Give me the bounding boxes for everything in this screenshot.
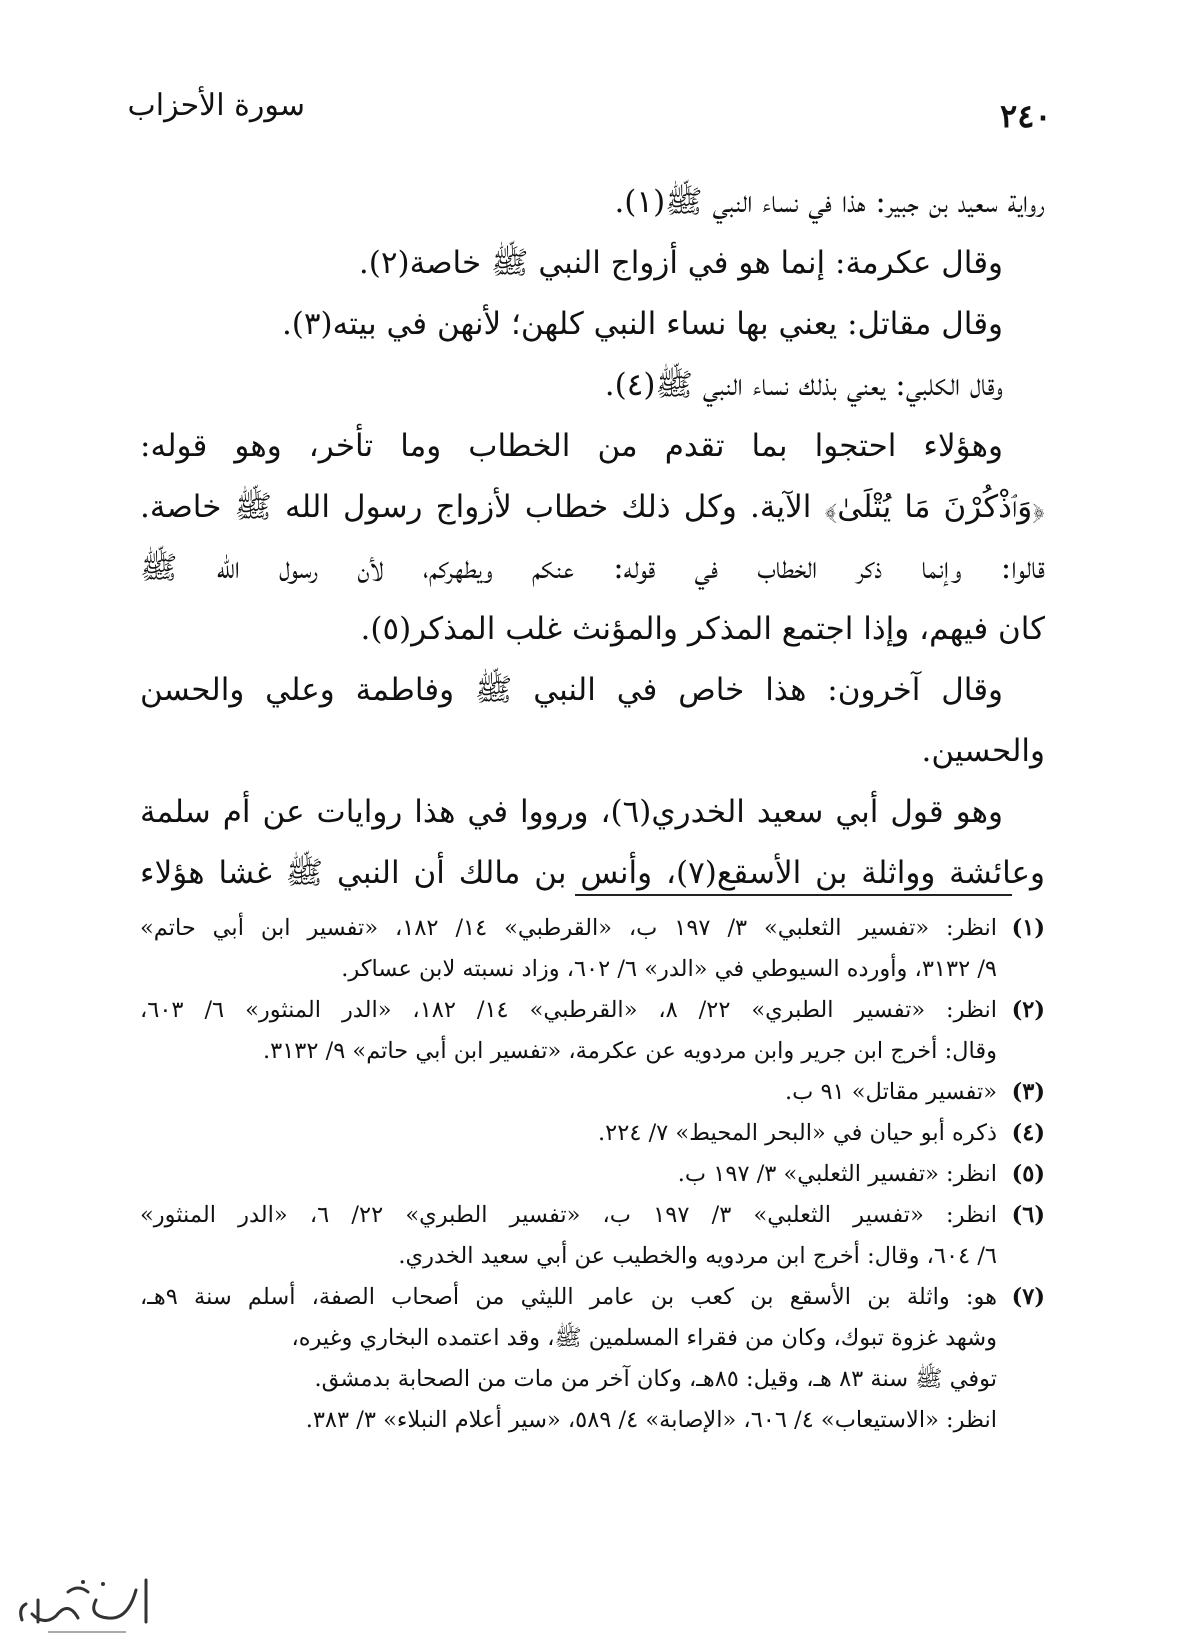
footnote-number: (٤) [1011,1120,1045,1146]
footnote-number: (٦) [1011,1202,1045,1228]
footnote-number: (٢) [1011,997,1045,1023]
footnote-line [140,1277,1045,1318]
footnote-text: ٩/ ٣١٣٢، وأورده السيوطي في «الدر» ٦/ ٦٠٢، وزاد نسبته لابن عساكر. [341,956,997,982]
main-text [140,172,1045,904]
footnote-line [140,1072,1045,1113]
text-line: وهؤلاء احتجوا بما تقدم من الخطاب وما تأخر، وهو قوله: [140,428,1003,464]
text-line: وقال الكلبي: يعني بذلك نساء النبي ﷺ(٤). [604,367,1003,403]
footnote-text: توفي ﷺ سنة ٨٣ هـ، وقيل: ٨٥هـ، وكان آخر من مات من الصحابة بدمشق. [314,1366,997,1392]
footnote-text: انظر: «تفسير الطبري» ٢٢/ ٨، «القرطبي» ١٤/ ١٨٢، «الدر المنثور» ٦/ ٦٠٣، [140,997,998,1023]
footnote-line [140,1154,1045,1195]
publisher-logo-icon [8,1570,158,1640]
footnote-number: (١) [1011,915,1045,941]
footnote-line [140,1318,1045,1359]
footnote-text: انظر: «تفسير الثعلبي» ٣/ ١٩٧ ب. [677,1161,997,1187]
text-line: وقال آخرون: هذا خاص في النبي ﷺ وفاطمة وعلي والحسن [140,672,1003,708]
footnote-text: ذكره أبو حيان في «البحر المحيط» ٧/ ٢٢٤. [598,1120,997,1146]
text-line: وهو قول أبي سعيد الخدري(٦)، ورووا في هذا روايات عن أم سلمة [140,794,1003,830]
footnote-line [140,908,1045,949]
running-header-title: سورة الأحزاب [127,88,305,123]
footnote-text: «تفسير مقاتل» ٩١ ب. [784,1079,997,1105]
footnote-divider [575,894,1012,896]
footnote-text: ٦/ ٦٠٤، وقال: أخرج ابن مردويه والخطيب عن أبي سعيد الخدري. [398,1243,997,1269]
footnote-number: (٣) [1011,1079,1045,1105]
footnote-text: انظر: «الاستيعاب» ٤/ ٦٠٦، «الإصابة» ٤/ ٥٨٩، «سير أعلام النبلاء» ٣/ ٣٨٣. [305,1407,997,1433]
footnote-text: وشهد غزوة تبوك، وكان من فقراء المسلمين ﷺ، وقد اعتمده البخاري وغيره، [291,1325,997,1351]
footnote-text: انظر: «تفسير الثعلبي» ٣/ ١٩٧ ب، «تفسير الطبري» ٢٢/ ٦، «الدر المنثور» [140,1202,997,1228]
footnote-number: (٧) [1011,1284,1045,1310]
text-line: كان فيهم، وإذا اجتمع المذكر والمؤنث غلب المذكر(٥). [360,611,1045,647]
text-line: والحسين. [921,733,1045,769]
footnote-line [140,1113,1045,1154]
footnote-line [140,1236,1045,1277]
footnote-number: (٥) [1011,1161,1045,1187]
footnote-text: هو: واثلة بن الأسقع بن كعب بن عامر الليثي من أصحاب الصفة، أسلم سنة ٩هـ، [140,1284,997,1310]
text-line: رواية سعيد بن جبير: هذا في نساء النبي ﷺ(١). [614,184,1045,220]
text-line: قالوا: وإنما ذكر الخطاب في قوله: عنكم ويطهركم، لأن رسول الله ﷺ [140,550,1045,586]
footnote-line [140,1359,1045,1400]
text-line: وقال مقاتل: يعني بها نساء النبي كلهن؛ لأنهن في بيته(٣). [281,306,1003,342]
footnote-line [140,949,1045,990]
page-number: ٢٤٠ [1000,97,1052,135]
footnote-line [140,1400,1045,1441]
footnote-line [140,990,1045,1031]
footnotes [140,908,1045,1441]
footnote-line [140,1195,1045,1236]
footnote-text: وقال: أخرج ابن جرير وابن مردويه عن عكرمة، «تفسير ابن أبي حاتم» ٩/ ٣١٣٢. [262,1038,997,1064]
footnote-text: انظر: «تفسير الثعلبي» ٣/ ١٩٧ ب، «القرطبي» ١٤/ ١٨٢، «تفسير ابن أبي حاتم» [140,915,998,941]
footnote-line [140,1031,1045,1072]
text-line: ﴿وَٱذْكُرْنَ مَا يُتْلَىٰ﴾ الآية. وكل ذلك خطاب لأزواج رسول الله ﷺ خاصة. [140,489,1045,525]
text-line: وقال عكرمة: إنما هو في أزواج النبي ﷺ خاصة(٢). [358,245,1003,281]
text-line: وعائشة وواثلة بن الأسقع(٧)، وأنس بن مالك أن النبي ﷺ غشا هؤلاء [140,855,1045,891]
